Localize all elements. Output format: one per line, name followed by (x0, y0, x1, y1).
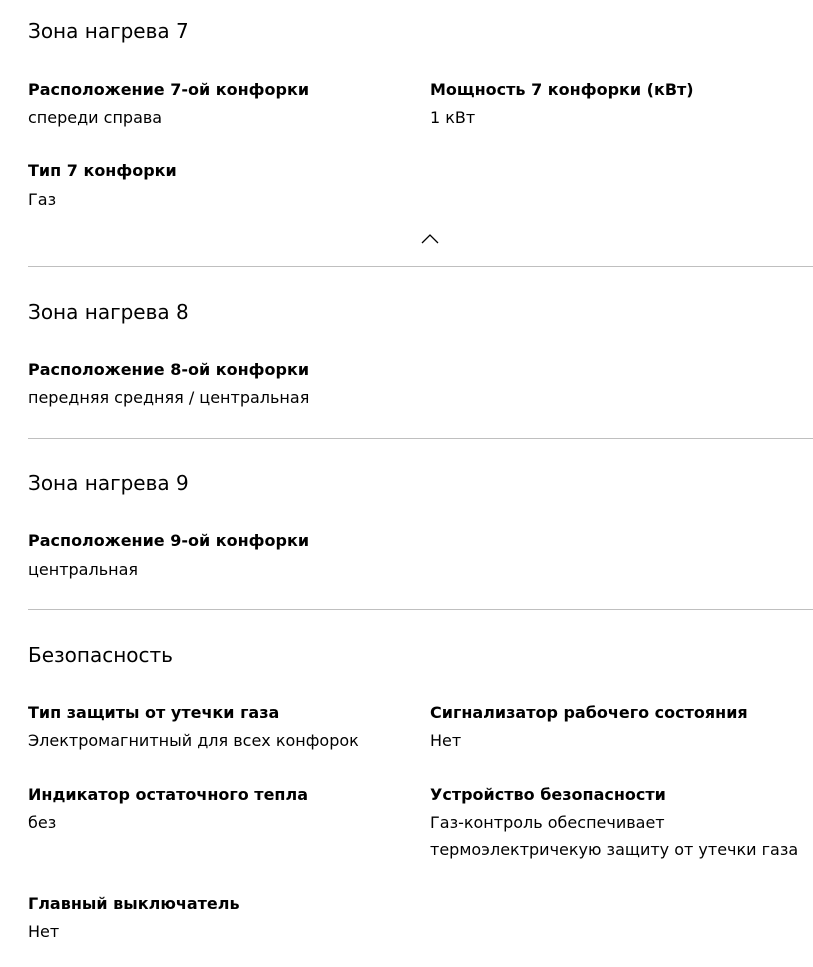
section-divider (28, 609, 813, 610)
safety-heading: Безопасность (28, 643, 173, 667)
safety-device-label: Устройство безопасности (430, 785, 666, 804)
zone7-power-label: Мощность 7 конфорки (кВт) (430, 80, 694, 99)
section-divider (28, 266, 813, 267)
main-switch-label: Главный выключатель (28, 894, 240, 913)
zone7-heading: Зона нагрева 7 (28, 19, 189, 43)
section-divider (28, 438, 813, 439)
chevron-up-icon[interactable] (420, 230, 440, 244)
zone8-heading: Зона нагрева 8 (28, 300, 189, 324)
zone7-type-label: Тип 7 конфорки (28, 161, 177, 180)
zone7-type-value: Газ (28, 190, 57, 209)
zone9-location-value: центральная (28, 560, 139, 579)
zone7-power-value: 1 кВт (430, 108, 476, 127)
safety-device-value: Газ-контроль обеспечивает термоэлектричекую защиту от утечки газа (430, 813, 799, 859)
gas-leak-protection-value: Электромагнитный для всех конфорок (28, 731, 359, 750)
zone7-location-label: Расположение 7-ой конфорки (28, 80, 310, 99)
zone8-location-value: передняя средняя / центральная (28, 388, 310, 407)
chevron-up-icon-graphic (420, 231, 440, 245)
residual-heat-label: Индикатор остаточного тепла (28, 785, 308, 804)
zone8-location-label: Расположение 8-ой конфорки (28, 360, 310, 379)
zone7-location-value: спереди справа (28, 108, 163, 127)
operation-signal-label: Сигнализатор рабочего состояния (430, 703, 748, 722)
zone9-location-label: Расположение 9-ой конфорки (28, 531, 310, 550)
residual-heat-value: без (28, 813, 57, 832)
zone9-heading: Зона нагрева 9 (28, 471, 189, 495)
operation-signal-value: Нет (430, 731, 462, 750)
main-switch-value: Нет (28, 922, 60, 941)
gas-leak-protection-label: Тип защиты от утечки газа (28, 703, 280, 722)
